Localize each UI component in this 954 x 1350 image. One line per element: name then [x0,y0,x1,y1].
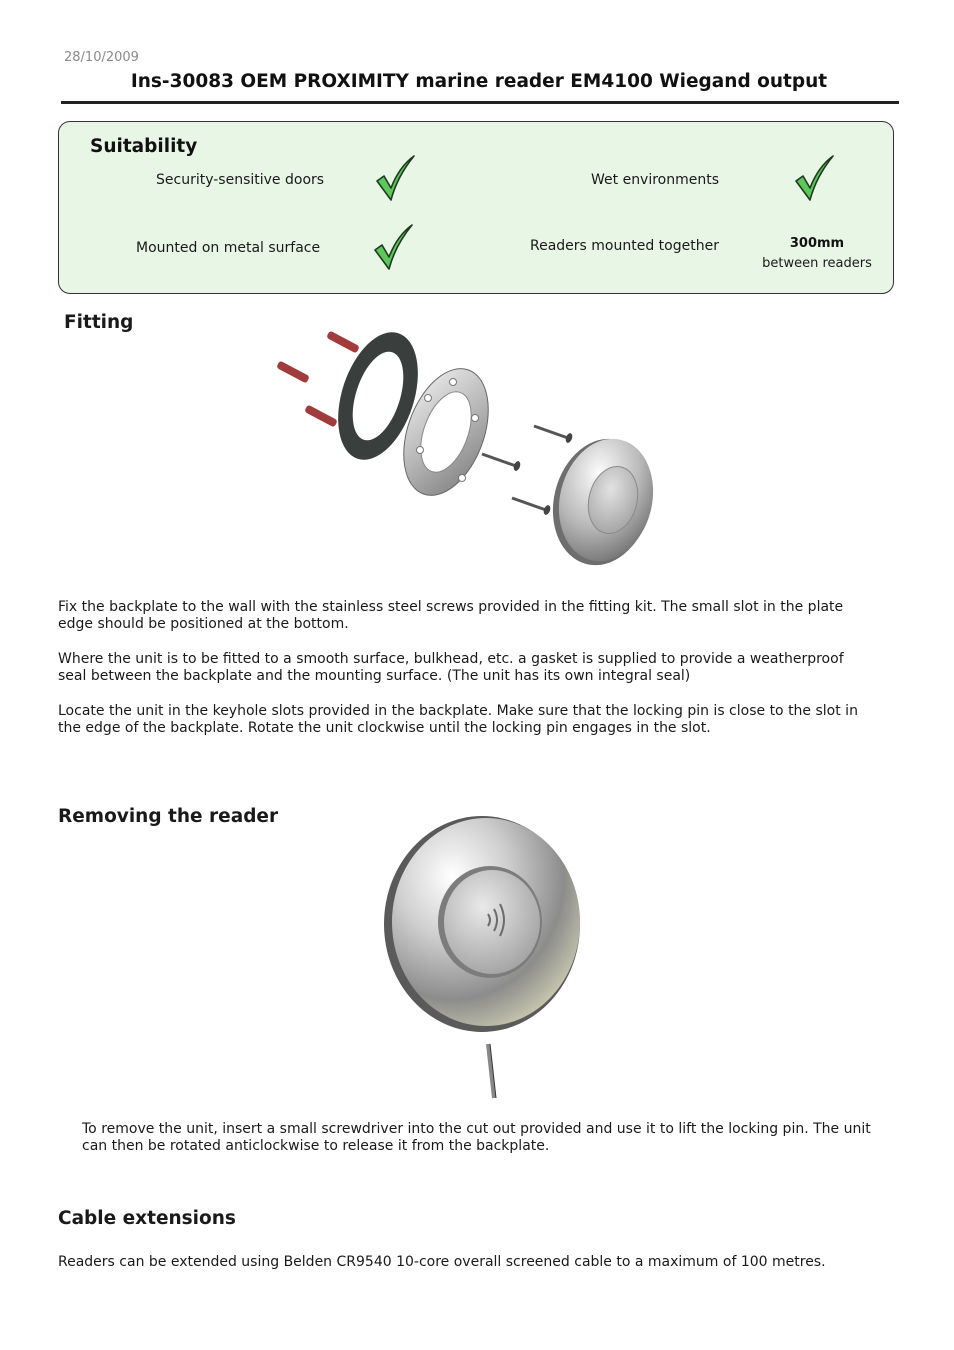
suitability-label-security-doors: Security-sensitive doors [156,172,325,188]
suitability-label-metal-surface: Mounted on metal surface [136,240,321,256]
suitability-label-mounted-together: Readers mounted together [530,238,719,254]
check-icon [372,224,414,270]
reader-unit-icon [540,428,666,575]
check-icon [374,155,416,201]
fitting-heading: Fitting [64,312,134,333]
screwdriver-icon [488,1044,496,1098]
fitting-paragraph-2: Where the unit is to be fitted to a smooth surface, bulkhead, etc. a gasket is supplied to provide a weatherproof seal between the backplate and the mounting surface. (The unit has its own integral seal) [58,651,844,684]
cable-paragraph: Readers can be extended using Belden CR9540 10-core overall screened cable to a maximum of 100 metres. [58,1254,826,1270]
suitability-label-wet-environments: Wet environments [591,172,720,188]
reader-removal-diagram [380,812,640,1102]
document-date: 28/10/2009 [64,50,139,65]
fitting-exploded-diagram [250,330,680,575]
reader-spacing-value: 300mm [789,236,845,251]
title-divider [61,101,899,104]
document-title: Ins-30083 OEM PROXIMITY marine reader EM4100 Wiegand output [130,71,828,92]
fitting-paragraph-3: Locate the unit in the keyhole slots provided in the backplate. Make sure that the locking pin is close to the slot in the edge of the backplate. Rotate the unit clockwise until the locking pin engages in the slot. [58,703,858,736]
suitability-heading: Suitability [90,136,198,157]
cable-heading: Cable extensions [58,1208,236,1229]
reader-unit-icon [384,816,580,1032]
check-icon [793,155,835,201]
removing-paragraph: To remove the unit, insert a small screwdriver into the cut out provided and use it to lift the locking pin. The unit can then be rotated anticlockwise to release it from the backplate. [82,1121,871,1154]
reader-spacing-note: between readers [762,256,872,271]
removing-heading: Removing the reader [58,806,279,827]
fitting-paragraph-1: Fix the backplate to the wall with the stainless steel screws provided in the fitting kit. The small slot in the plate edge should be positioned at the bottom. [58,599,844,632]
